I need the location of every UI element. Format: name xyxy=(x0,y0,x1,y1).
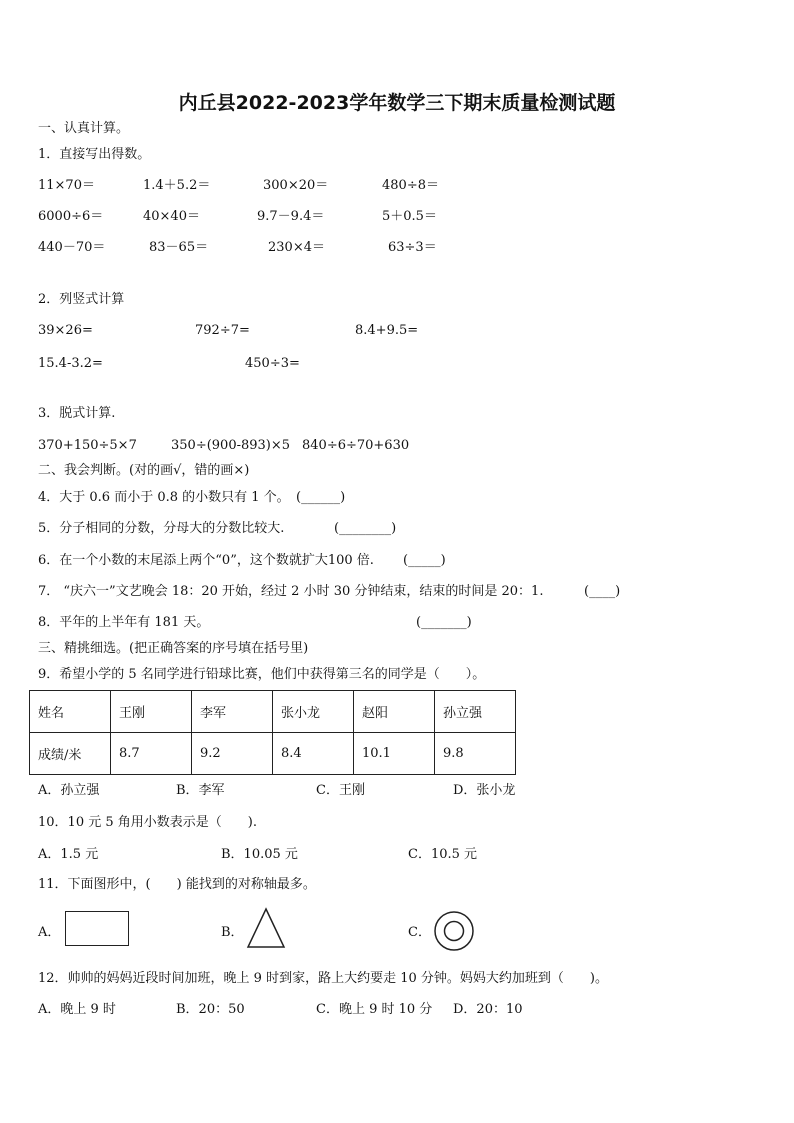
option-a[interactable]: A．晚上 9 时 xyxy=(38,1002,116,1017)
answer-blank[interactable]: (_____) xyxy=(403,553,446,568)
vertical-calc-item: 450÷3= xyxy=(245,356,300,371)
page-title: 内丘县2022-2023学年数学三下期末质量检测试题 xyxy=(178,92,616,114)
question-9: 9．希望小学的 5 名同学进行铅球比赛，他们中获得第三名的同学是（ ）。 xyxy=(38,667,486,682)
option-b[interactable]: B． xyxy=(221,925,244,940)
option-a[interactable]: A．1.5 元 xyxy=(38,847,99,862)
stepwise-calc-item: 840÷6÷70+630 xyxy=(302,438,410,453)
option-d[interactable]: D．20：10 xyxy=(453,1002,523,1017)
judge-question-7: 7． “庆六一”文艺晚会 18：20 开始，经过 2 小时 30 分钟结束，结束的时间是 20：1. xyxy=(38,584,544,599)
section3-heading: 三、精挑细选。(把正确答案的序号填在括号里) xyxy=(38,641,309,656)
calc-item: 1.4＋5.2＝ xyxy=(143,178,211,193)
table-cell: 9.2 xyxy=(192,733,273,775)
table-cell: 10.1 xyxy=(354,733,435,775)
vertical-calc-item: 792÷7= xyxy=(195,323,250,338)
option-c[interactable]: C． xyxy=(408,925,431,940)
q3-label: 3．脱式计算. xyxy=(38,406,116,421)
judge-question-5: 5．分子相同的分数，分母大的分数比较大. xyxy=(38,521,285,536)
calc-item: 9.7－9.4＝ xyxy=(257,209,325,224)
option-a[interactable]: A． xyxy=(38,925,61,940)
question-12: 12．帅帅的妈妈近段时间加班，晚上 9 时到家，路上大约要走 10 分钟。妈妈大约加班到（ )。 xyxy=(38,971,608,986)
vertical-calc-item: 15.4-3.2= xyxy=(38,356,103,371)
table-cell: 姓名 xyxy=(30,691,111,733)
judge-question-8: 8．平年的上半年有 181 天。 xyxy=(38,615,210,630)
q2-label: 2．列竖式计算 xyxy=(38,292,125,307)
option-d[interactable]: D．张小龙 xyxy=(453,783,516,798)
calc-item: 40×40＝ xyxy=(143,209,200,224)
section1-heading: 一、认真计算。 xyxy=(38,121,130,136)
table-cell: 赵阳 xyxy=(354,691,435,733)
section2-heading: 二、我会判断。(对的画√，错的画×) xyxy=(38,463,250,478)
judge-question-6: 6．在一个小数的末尾添上两个“0”，这个数就扩大100 倍. xyxy=(38,553,374,568)
answer-blank[interactable]: (______) xyxy=(296,490,346,505)
score-table xyxy=(29,690,516,775)
calc-item: 440－70＝ xyxy=(38,240,106,255)
table-row xyxy=(30,733,516,775)
q1-label: 1．直接写出得数。 xyxy=(38,147,151,162)
question-10: 10．10 元 5 角用小数表示是（ ). xyxy=(38,815,257,830)
calc-item: 230×4＝ xyxy=(268,240,325,255)
option-c[interactable]: C．10.5 元 xyxy=(408,847,478,862)
option-c[interactable]: C．晚上 9 时 10 分 xyxy=(316,1002,433,1017)
table-cell: 8.4 xyxy=(273,733,354,775)
calc-item: 11×70＝ xyxy=(38,178,95,193)
table-cell: 孙立强 xyxy=(435,691,516,733)
table-cell: 9.8 xyxy=(435,733,516,775)
table-cell: 李军 xyxy=(192,691,273,733)
concentric-circles-icon xyxy=(433,910,475,952)
vertical-calc-item: 8.4+9.5= xyxy=(355,323,419,338)
question-11: 11．下面图形中，( ) 能找到的对称轴最多。 xyxy=(38,877,316,892)
stepwise-calc-item: 370+150÷5×7 xyxy=(38,438,137,453)
option-b[interactable]: B．李军 xyxy=(176,783,225,798)
stepwise-calc-item: 350÷(900-893)×5 xyxy=(171,438,291,453)
table-cell: 8.7 xyxy=(111,733,192,775)
answer-blank[interactable]: (_______) xyxy=(416,615,472,630)
table-cell: 张小龙 xyxy=(273,691,354,733)
judge-question-4: 4．大于 0.6 而小于 0.8 的小数只有 1 个。 xyxy=(38,490,290,505)
calc-item: 300×20＝ xyxy=(263,178,329,193)
calc-item: 83－65＝ xyxy=(149,240,209,255)
calc-item: 6000÷6＝ xyxy=(38,209,104,224)
option-c[interactable]: C．王刚 xyxy=(316,783,365,798)
calc-item: 480÷8＝ xyxy=(382,178,439,193)
table-row xyxy=(30,691,516,733)
answer-blank[interactable]: (____) xyxy=(584,584,621,599)
calc-item: 63÷3＝ xyxy=(388,240,437,255)
option-b[interactable]: B．20：50 xyxy=(176,1002,245,1017)
rectangle-icon xyxy=(65,911,129,946)
table-cell: 王刚 xyxy=(111,691,192,733)
option-b[interactable]: B．10.05 元 xyxy=(221,847,298,862)
calc-item: 5＋0.5＝ xyxy=(382,209,437,224)
table-cell: 成绩/米 xyxy=(30,733,111,775)
option-a[interactable]: A．孙立强 xyxy=(38,783,100,798)
vertical-calc-item: 39×26= xyxy=(38,323,93,338)
answer-blank[interactable]: (________) xyxy=(334,521,397,536)
triangle-icon xyxy=(246,907,286,949)
